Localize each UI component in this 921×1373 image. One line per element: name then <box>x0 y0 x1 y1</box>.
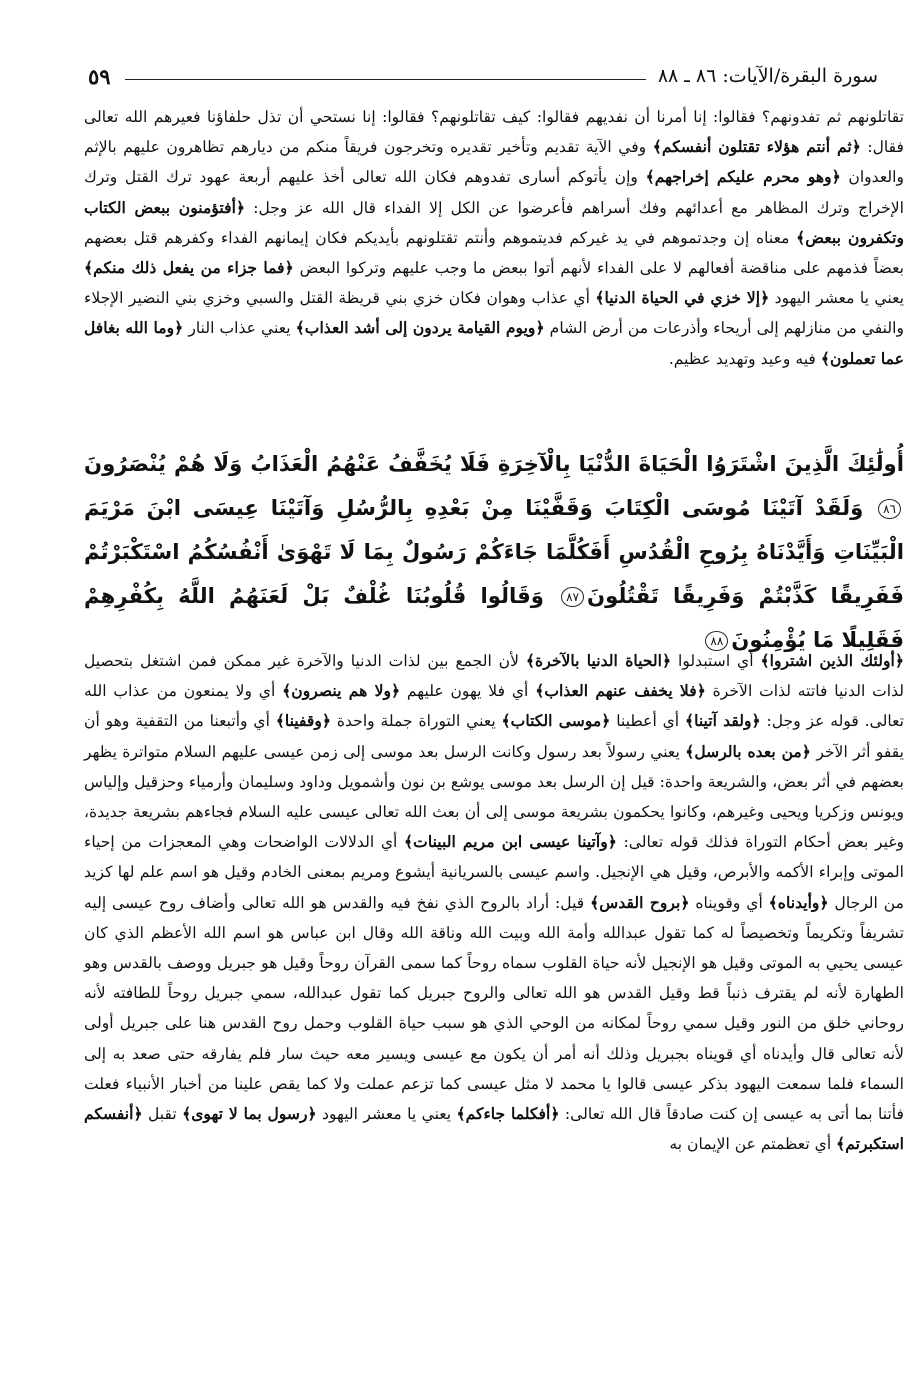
quoted-verse-fragment: ﴿وقفينا﴾ <box>275 711 332 731</box>
text-run: تقاتلونهم ثم تفدونهم؟ فقالوا: إنا أمرنا أن نفديهم فقالوا: كيف تقاتلونهم؟ فقالوا: إنا نستحي أن تذل حلفاؤنا فعيرهم الله تعالى فقال: <box>84 108 905 157</box>
quran-verses <box>84 442 904 662</box>
text-run: لأن الجمع بين لذات الدنيا والآخرة غير ممكن فمن اشتغل بتحصيل لذات الدنيا فاتته لذات الآخرة <box>84 652 905 701</box>
header-rule <box>125 79 646 80</box>
quoted-verse-fragment: ﴿ولا هم ينصرون﴾ <box>282 681 401 701</box>
quoted-verse-fragment: ﴿ولقد آتينا﴾ <box>684 711 761 731</box>
quoted-verse-fragment: ﴿الحياة الدنيا بالآخرة﴾ <box>525 651 672 670</box>
quoted-verse-fragment: ﴿وأيدناه﴾ <box>768 892 829 912</box>
text-run: يعني يا معشر اليهود <box>769 289 904 308</box>
text-run: يعني عذاب النار <box>183 319 296 338</box>
quoted-verse-fragment: ﴿أنفسكم استكبرتم﴾ <box>84 1104 904 1154</box>
text-run: أي وأتبعنا من التقفية وهو أن يقفو أثر الآخر <box>84 712 904 761</box>
quoted-verse-fragment: ﴿وما الله بغافل عما تعملون﴾ <box>84 318 904 368</box>
text-run: أي فلا يهون عليهم <box>400 682 536 701</box>
text-run: وَلَقَدْ آتَيْنَا مُوسَى الْكِتَابَ وَقَفَّيْنَا مِنْ بَعْدِهِ بِالرُّسُلِ وَآتَيْنَا عِيسَى ابْنَ مَرْيَمَ الْبَيِّنَاتِ وَأَيَّدْنَاهُ بِرُوحِ الْقُدُسِ أَفَكُلَّمَا جَاءَكُمْ رَسُولٌ بِمَا لَا تَهْوَىٰ أَنْفُسُكُمُ اسْتَكْبَرْتُمْ فَفَرِيقًا كَذَّبْتُمْ وَفَرِيقًا تَقْتُلُونَ <box>84 495 904 608</box>
verse-number-marker: ٨٧ <box>561 587 584 607</box>
verse-text <box>84 442 904 662</box>
text-run: قيل: أراد بالروح الذي نفخ فيه والقدس هو الله تعالى وأضاف روح عيسى إليه تشريفاً وتكريماً وتخصيصاً له كما تقول عبدالله وأمة الله وبيت الله وناقة الله وقال ابن عباس هو اسم الله الأعظم الذي كان عيسى يحيي به الموتى وقيل هو الإنجيل لأنه حياة القلوب سماه روحاً كما سمى القرآن روحاً وقيل هو جبريل ووصف بالقدس وهو الطهارة لأنه لم يقترف ذنباً قط وقيل القدس هو الله تعالى والروح جبريل كما تقول عبدالله، سمي جبريل روحاً للطافته لأنه روحاني خلق من النور وقيل سمي روحاً لمكانه من الوحي الذي هو سبب حياة القلوب وحمل روح القدس هنا على جبريل أولى لأنه تعالى قال وأيدناه أي قويناه بجبريل وذلك أنه أمر أن يكون مع عيسى ويسير معه حيث سار فلم يفارقه حتى صعد به إلى السماء فلما سمعت اليهود بذكر عيسى قالوا يا محمد لا مثل عيسى كما تزعم عملت ولا كما يقص علينا من أخبار الأنبياء فعلت فأتنا بما أتى به عيسى إن كنت صادقاً قال الله تعالى: <box>84 893 904 1124</box>
page-number: ٥٩ <box>88 63 111 89</box>
quoted-verse-fragment: ﴿فما جزاء من يفعل ذلك منكم﴾ <box>84 258 294 278</box>
running-title: سورة البقرة/الآيات: ٨٦ ـ ٨٨ <box>657 65 878 87</box>
text-run: أي عذاب وهوان فكان خزي بني قريظة القتل والسبي وخزي بني النضير الإجلاء والنفي من منازلهم إلى أريحاء وأذرعات من أرض الشام <box>84 289 904 338</box>
commentary-paragraph-1 <box>84 102 904 374</box>
text-run: وفي الآية تقديم وتأخير تقديره وتخرجون فريقاً منكم من ديارهم تظاهرون عليهم بالإثم والعدوان <box>84 138 905 187</box>
text-run: فيه وعيد وتهديد عظيم. <box>668 349 821 368</box>
quoted-verse-fragment: ﴿ثم أنتم هؤلاء تقتلون أنفسكم﴾ <box>652 137 861 157</box>
quoted-verse-fragment: ﴿وآتينا عيسى ابن مريم البينات﴾ <box>404 832 617 852</box>
text-run: وَقَالُوا قُلُوبُنَا غُلْفٌ بَلْ لَعَنَهُمُ اللَّهُ بِكُفْرِهِمْ فَقَلِيلًا مَا يُؤْمِنُونَ <box>84 583 904 652</box>
text-run: يعني يا معشر اليهود <box>316 1105 457 1124</box>
quoted-verse-fragment: ﴿رسول بما لا تهوى﴾ <box>182 1104 317 1124</box>
quoted-verse-fragment: ﴿ويوم القيامة يردون إلى أشد العذاب﴾ <box>295 318 545 338</box>
text-run: وإن يأتوكم أسارى تفدوهم فكان الله تعالى أخذ عليهم أربعة عهود ترك القتل وترك الإخراج وترك المظاهر مع أعدائهم وفك أسراهم فأعرضوا عن الكل إلا الفداء قال الله عز وجل: <box>84 168 904 217</box>
text-run: أي استبدلوا <box>671 652 761 670</box>
para1-text <box>84 102 904 374</box>
text-run: أي تعظمتم عن الإيمان به <box>669 1135 837 1154</box>
para2-text <box>84 646 904 1159</box>
text-run: أُولَٰئِكَ الَّذِينَ اشْتَرَوُا الْحَيَاةَ الدُّنْيَا بِالْآخِرَةِ فَلَا يُخَفَّفُ عَنْهُمُ الْعَذَابُ وَلَا هُمْ يُنْصَرُونَ <box>84 451 904 476</box>
text-run: أي ولا يمنعون من عذاب الله تعالى. قوله عز وجل: <box>84 682 904 731</box>
text-run: أي الدلالات الواضحات وهي المعجزات من إحياء الموتى وإبراء الأكمه والأبرص، وقيل هي الإنجيل. واسم عيسى بالسريانية أيشوع ومريم بمعنى الخادم وقيل هو اسم علم لها كزيد من الرجال <box>84 833 904 912</box>
commentary-paragraph-2 <box>84 646 904 1159</box>
quoted-verse-fragment: ﴿وهو محرم عليكم إخراجهم﴾ <box>645 167 841 187</box>
text-run: معناه إن وجدتموهم في يد غيركم فديتموهم وأنتم تقتلونهم بأيديكم فكان إيمانهم الفداء وكفرهم قتل بعضهم بعضاً فذمهم على مناقضة أفعالهم لا على الفداء لأنهم أتوا ببعض ما وجب عليهم وتركوا البعض <box>84 228 905 278</box>
quoted-verse-fragment: ﴿بروح القدس﴾ <box>590 892 690 912</box>
quoted-verse-fragment: ﴿أفتؤمنون ببعض الكتاب وتكفرون ببعض﴾ <box>84 197 904 247</box>
text-run: أي أعطينا <box>610 712 685 731</box>
verse-number-marker: ٨٨ <box>705 631 728 651</box>
text-run: تقبل <box>142 1105 183 1124</box>
quoted-verse-fragment: ﴿من بعده بالرسل﴾ <box>685 741 811 761</box>
quoted-verse-fragment: ﴿فلا يخفف عنهم العذاب﴾ <box>535 681 706 701</box>
quoted-verse-fragment: ﴿أولئك الذين اشتروا﴾ <box>760 651 904 670</box>
page-header <box>88 58 878 94</box>
quoted-verse-fragment: ﴿أفكلما جاءكم﴾ <box>456 1104 560 1124</box>
text-run: يعني رسولاً بعد رسول وكانت الرسل بعد موسى إلى زمن عيسى عليهم السلام متواترة يظهر بعضهم في أثر بعض، والشريعة واحدة: قيل إن الرسل بعد موسى يوشع بن نون وأشمويل وداود وسليمان وأرمياء وحزقيل وإلياس ويونس وزكريا ويحيى وغيرهم، وكانوا يحكمون بشريعة موسى إلى أن بعث الله تعالى عيسى عليه السلام فجاءهم بشريعة جديدة، وغير بعض أحكام التوراة فذلك قوله تعالى: <box>84 742 905 852</box>
quoted-verse-fragment: ﴿موسى الكتاب﴾ <box>501 711 611 731</box>
verse-number-marker: ٨٦ <box>878 499 901 519</box>
quoted-verse-fragment: ﴿إلا خزي في الحياة الدنيا﴾ <box>595 288 770 308</box>
text-run: يعني التوراة جملة واحدة <box>331 712 502 731</box>
text-run: أي وقويناه <box>689 893 769 912</box>
